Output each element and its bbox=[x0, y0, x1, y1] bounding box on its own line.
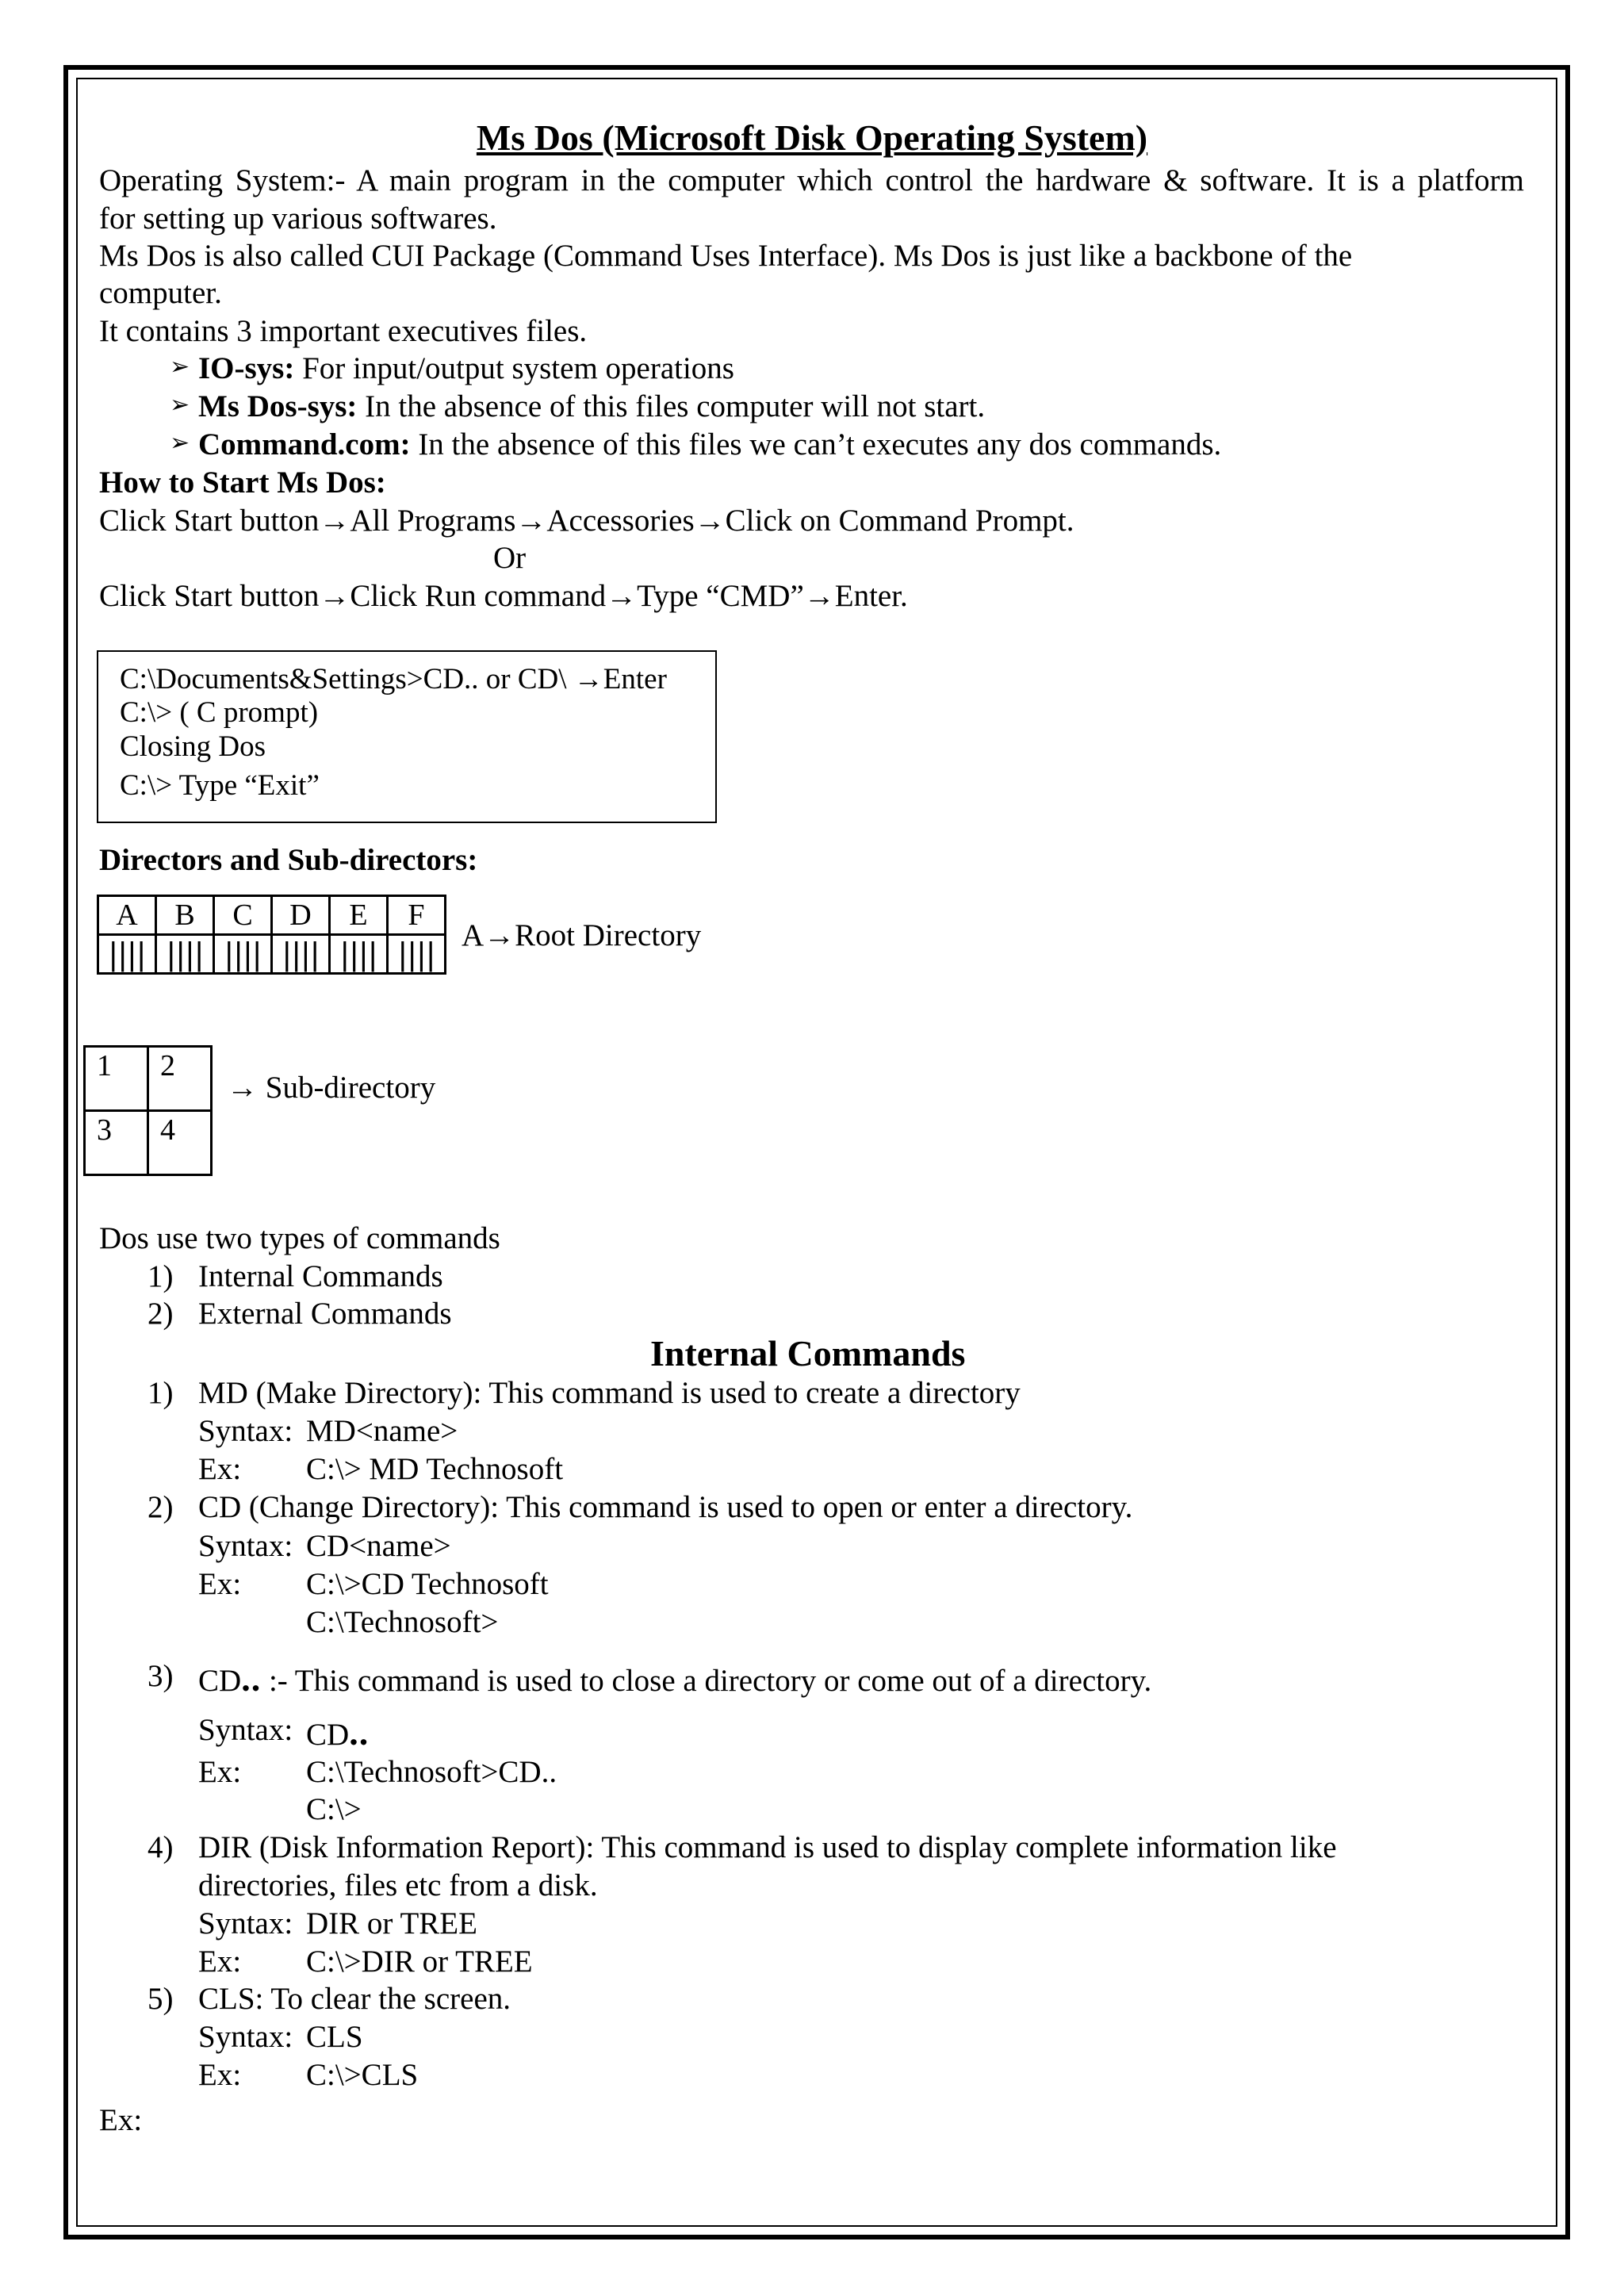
directories-heading: Directors and Sub-directors: bbox=[99, 843, 478, 877]
cmd-dots: .. bbox=[241, 1658, 262, 1699]
start-path-1: Click Start button→All Programs→Accessories→Click on Command Prompt. bbox=[99, 504, 1074, 538]
drive-marks-cell: |||| bbox=[98, 935, 156, 974]
cmd-cd-dots-desc bbox=[198, 1658, 1152, 1699]
drive-marks-cell: |||| bbox=[214, 935, 272, 974]
exec-file-name: Command.com: bbox=[198, 427, 411, 462]
subdir-cell: 1 bbox=[85, 1047, 148, 1111]
syntax-label: Syntax: bbox=[198, 1414, 293, 1448]
command-type-num: 2) bbox=[147, 1297, 174, 1331]
cmd-cd-desc: CD (Change Directory): This command is used to open or enter a directory. bbox=[198, 1490, 1133, 1524]
prompt-line-2: C:\> ( C prompt) bbox=[120, 696, 319, 729]
cmd-dir-syntax: DIR or TREE bbox=[306, 1906, 477, 1941]
subdir-row bbox=[85, 1111, 212, 1175]
prompt-line-4: C:\> Type “Exit” bbox=[120, 769, 320, 802]
cmd-cd-dots-example-2: C:\> bbox=[306, 1792, 362, 1826]
drive-table bbox=[97, 895, 446, 975]
cmd-cd-syntax: CD<name> bbox=[306, 1529, 451, 1563]
cmd-name: CD bbox=[198, 1664, 242, 1698]
cmd-dir-desc-2: directories, files etc from a disk. bbox=[198, 1868, 598, 1902]
arrow-bullet-icon: ➢ bbox=[170, 354, 190, 380]
ex-label: Ex: bbox=[198, 1452, 242, 1486]
arrow-bullet-icon: ➢ bbox=[170, 430, 190, 456]
root-directory-label: A→Root Directory bbox=[462, 918, 702, 952]
ex-label: Ex: bbox=[198, 1944, 242, 1979]
ex-label: Ex: bbox=[198, 1567, 242, 1601]
command-type-external: External Commands bbox=[198, 1297, 452, 1331]
exec-file-desc: For input/output system operations bbox=[294, 351, 734, 385]
subdir-cell: 4 bbox=[148, 1111, 212, 1175]
start-path-2: Click Start button→Click Run command→Type “CMD”→Enter. bbox=[99, 579, 908, 613]
cmd-num: 1) bbox=[147, 1376, 174, 1410]
prompt-line-1: C:\Documents&Settings>CD.. or CD\ →Enter bbox=[120, 663, 667, 695]
exec-file-name: IO-sys: bbox=[198, 351, 295, 385]
intro-line-5: It contains 3 important executives files. bbox=[99, 314, 588, 348]
intro-line-1: Operating System:- A main program in the computer which control the hardware & software. It is a platform bbox=[99, 163, 1524, 197]
cmd-dir-desc-1: DIR (Disk Information Report): This command is used to display complete information like bbox=[198, 1830, 1337, 1864]
command-type-num: 1) bbox=[147, 1259, 174, 1293]
cmd-num: 5) bbox=[147, 1982, 174, 2016]
prompt-line-3: Closing Dos bbox=[120, 730, 266, 763]
syntax-label: Syntax: bbox=[198, 2020, 293, 2054]
drive-cell: F bbox=[388, 896, 446, 935]
ex-label: Ex: bbox=[198, 2058, 242, 2092]
drive-cell: C bbox=[214, 896, 272, 935]
drive-cell: E bbox=[330, 896, 388, 935]
cmd-num: 2) bbox=[147, 1490, 174, 1524]
cmd-cd-example-1: C:\>CD Technosoft bbox=[306, 1567, 549, 1601]
cmd-desc: :- This command is used to close a directory or come out of a directory. bbox=[261, 1664, 1152, 1698]
start-heading: How to Start Ms Dos: bbox=[99, 466, 386, 500]
ex-label: Ex: bbox=[198, 1755, 242, 1789]
cmd-syntax-dots: .. bbox=[349, 1712, 370, 1753]
drive-marks-cell: |||| bbox=[388, 935, 446, 974]
intro-line-3: Ms Dos is also called CUI Package (Command Uses Interface). Ms Dos is just like a backbone of the bbox=[99, 239, 1353, 273]
drive-cell: A bbox=[98, 896, 156, 935]
cmd-cls-example: C:\>CLS bbox=[306, 2058, 419, 2092]
cmd-num: 3) bbox=[147, 1659, 174, 1693]
drive-marks-cell: |||| bbox=[330, 935, 388, 974]
drive-cell: D bbox=[272, 896, 330, 935]
intro-line-2: for setting up various softwares. bbox=[99, 201, 497, 236]
cmd-syntax: CD bbox=[306, 1718, 350, 1752]
cmd-num: 4) bbox=[147, 1830, 174, 1864]
cmd-cd-dots-example-1: C:\Technosoft>CD.. bbox=[306, 1755, 557, 1789]
subdir-cell: 2 bbox=[148, 1047, 212, 1111]
exec-file-msdos-sys bbox=[198, 391, 985, 422]
footer-ex-label: Ex: bbox=[99, 2103, 143, 2137]
subdir-cell: 3 bbox=[85, 1111, 148, 1175]
sub-directory-label: → Sub-directory bbox=[227, 1071, 436, 1105]
cmd-dir-example: C:\>DIR or TREE bbox=[306, 1944, 533, 1979]
exec-file-io-sys bbox=[198, 353, 734, 384]
cmd-cd-dots-syntax bbox=[306, 1712, 370, 1753]
exec-file-desc: In the absence of this files computer will not start. bbox=[357, 389, 986, 423]
cmd-cd-example-2: C:\Technosoft> bbox=[306, 1605, 499, 1639]
command-type-internal: Internal Commands bbox=[198, 1259, 443, 1293]
subdirectory-table bbox=[83, 1045, 213, 1176]
syntax-label: Syntax: bbox=[198, 1906, 293, 1941]
drive-marks-row bbox=[98, 935, 446, 974]
internal-commands-heading: Internal Commands bbox=[650, 1333, 966, 1374]
cmd-md-desc: MD (Make Directory): This command is used to create a directory bbox=[198, 1376, 1021, 1410]
syntax-label: Syntax: bbox=[198, 1529, 293, 1563]
cmd-md-example: C:\> MD Technosoft bbox=[306, 1452, 564, 1486]
exec-file-name: Ms Dos-sys: bbox=[198, 389, 358, 423]
cmd-cls-syntax: CLS bbox=[306, 2020, 363, 2054]
cmd-cls-desc: CLS: To clear the screen. bbox=[198, 1982, 511, 2016]
subdir-row bbox=[85, 1047, 212, 1111]
drive-marks-cell: |||| bbox=[156, 935, 214, 974]
arrow-bullet-icon: ➢ bbox=[170, 392, 190, 418]
drive-letter-row bbox=[98, 896, 446, 935]
drive-marks-cell: |||| bbox=[272, 935, 330, 974]
start-or: Or bbox=[493, 541, 527, 575]
page-title: Ms Dos (Microsoft Disk Operating System) bbox=[476, 117, 1148, 158]
exec-file-desc: In the absence of this files we can’t executes any dos commands. bbox=[410, 427, 1222, 462]
exec-file-command-com bbox=[198, 429, 1221, 460]
command-types-intro: Dos use two types of commands bbox=[99, 1221, 500, 1255]
drive-cell: B bbox=[156, 896, 214, 935]
syntax-label: Syntax: bbox=[198, 1713, 293, 1747]
cmd-md-syntax: MD<name> bbox=[306, 1414, 458, 1448]
intro-line-4: computer. bbox=[99, 276, 222, 310]
